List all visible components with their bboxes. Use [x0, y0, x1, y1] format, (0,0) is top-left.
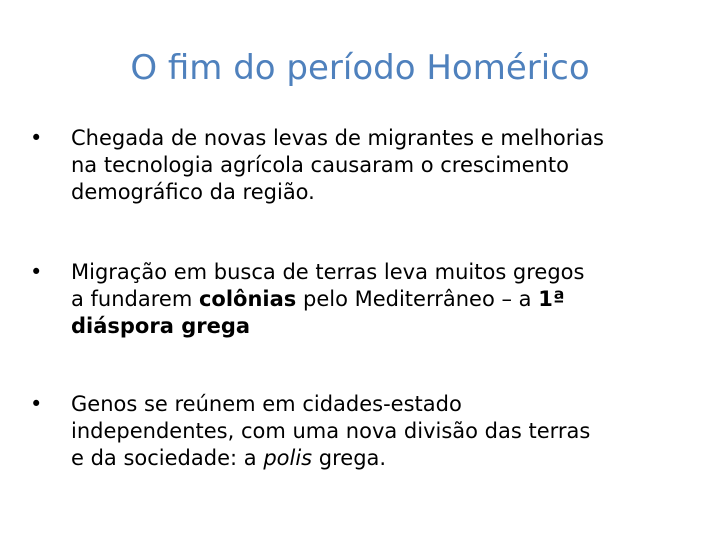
text-run: pelo Mediterrâneo – a — [296, 287, 539, 311]
bullet-text — [71, 259, 700, 340]
bullet-line: Chegada de novas levas de migrantes e melhorias — [71, 126, 604, 150]
text-run: a fundarem — [71, 287, 199, 311]
text-run: grega. — [312, 446, 387, 470]
bullet-text — [71, 391, 700, 472]
bullet-line: na tecnologia agrícola causaram o crescimento — [71, 153, 569, 177]
text-run: e da sociedade: a — [71, 446, 264, 470]
bold-term-first: 1ª — [538, 287, 565, 311]
bullet-item — [30, 391, 700, 472]
bullet-line — [71, 445, 700, 472]
bullet-marker: • — [30, 260, 43, 284]
bullet-line: independentes, com uma nova divisão das terras — [71, 419, 591, 443]
bold-term-diaspora: diáspora grega — [71, 314, 251, 338]
italic-term-polis: polis — [263, 446, 313, 470]
bullet-marker: • — [30, 126, 43, 150]
bullet-item — [30, 125, 700, 206]
bullet-line — [71, 313, 700, 340]
bullet-line — [71, 286, 700, 313]
slide-title: O fim do período Homérico — [130, 48, 590, 88]
bullet-text — [71, 125, 700, 206]
bullet-marker: • — [30, 392, 43, 416]
bullet-line: demográfico da região. — [71, 180, 315, 204]
bullet-item — [30, 259, 700, 340]
bold-term-colonias: colônias — [198, 287, 297, 311]
bullet-line: Migração em busca de terras leva muitos gregos — [71, 260, 585, 284]
bullet-line: Genos se reúnem em cidades-estado — [71, 392, 462, 416]
